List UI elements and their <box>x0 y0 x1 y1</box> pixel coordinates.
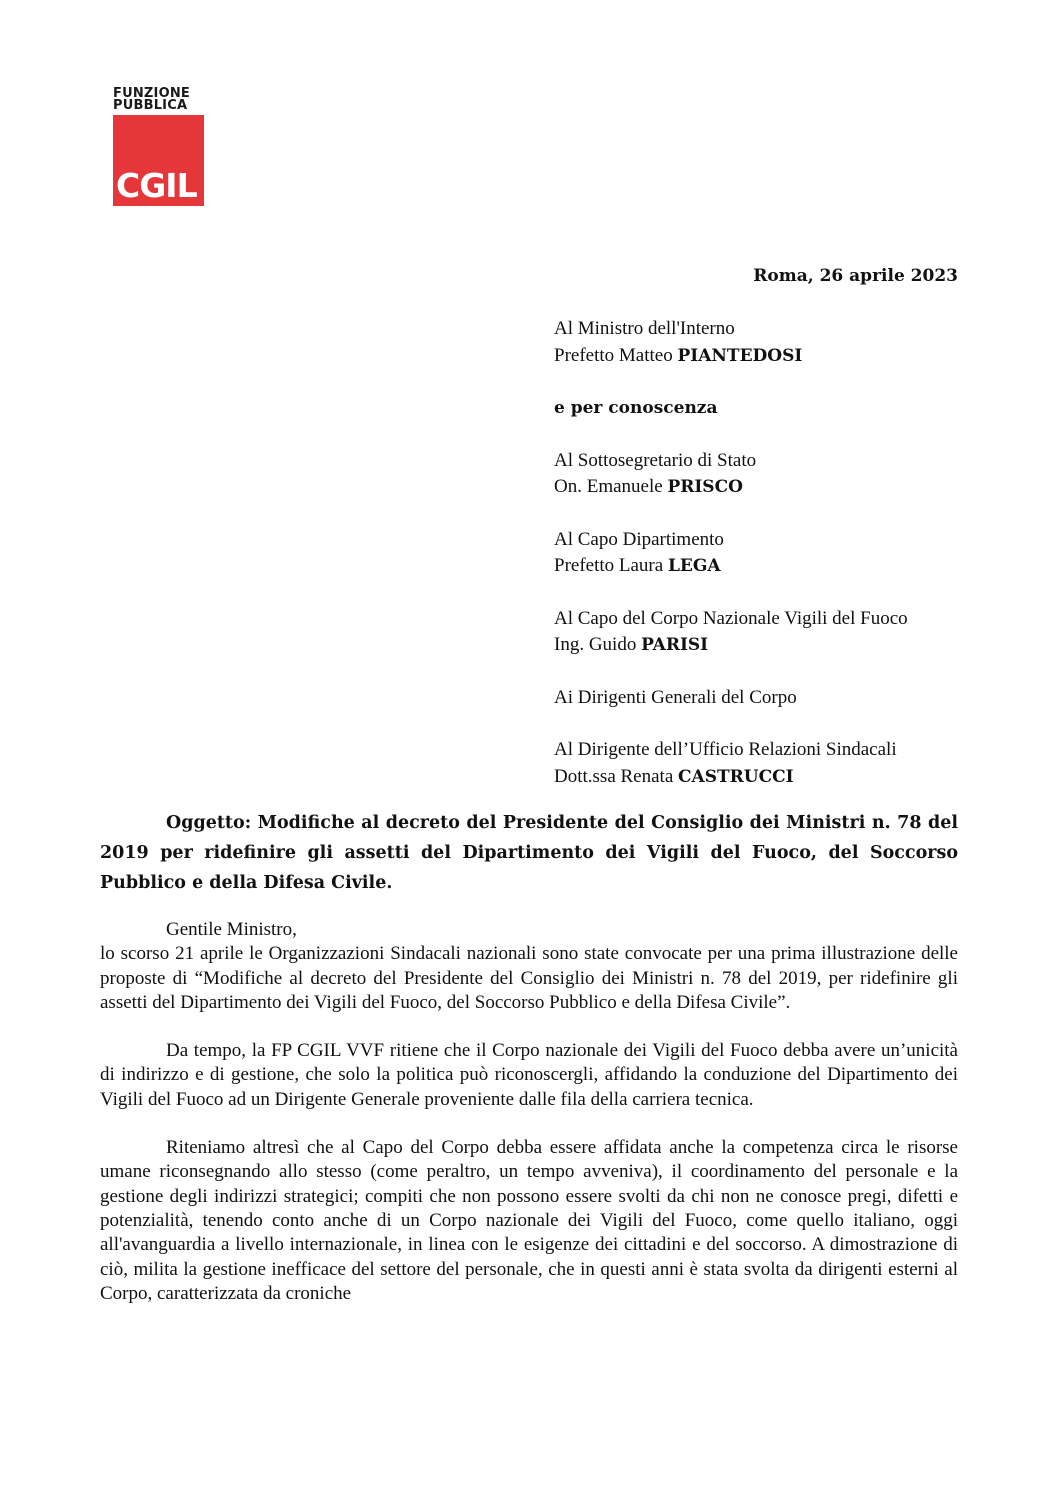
recipient-general-directors: Ai Dirigenti Generali del Corpo <box>554 686 797 708</box>
letter-body <box>100 918 958 1330</box>
recipient-union-relations: Al Dirigente dell’Ufficio Relazioni Sindacali Dott.ssa Renata CASTRUCCI <box>554 739 897 787</box>
logo-mark-text: CGIL <box>116 166 197 205</box>
recipient-undersecretary: Al Sottosegretario di Stato On. Emanuele PRISCO <box>554 449 757 497</box>
recipient-minister: Al Ministro dell'Interno Prefetto Matteo PIANTEDOSI <box>554 318 803 366</box>
body-paragraph: Riteniamo altresì che al Capo del Corpo debba essere affidata anche la competenza circa le risorse umane riconsegnando allo stesso (come peraltro, un tempo avveniva), il coordinamento del personale e la gestione degli indirizzi strategici; compiti che non possono essere svolti da chi non ne conosce pregi, difetti e potenzialità, tenendo conto anche di un Corpo nazionale dei Vigili del Fuoco, come quello italiano, oggi all'avanguardia a livello internazionale, in linea con le esigenze dei cittadini e del soccorso. A dimostrazione di ciò, milita la gestione inefficace del settore del personale, che in questi anni è stata svolta da dirigenti esterni al Corpo, caratterizzata da croniche <box>100 1137 958 1304</box>
logo-wordmark: FUNZIONE PUBBLICA <box>113 86 190 113</box>
logo-red-square <box>113 115 204 206</box>
recipients-block <box>554 316 974 816</box>
recipient-surname: PARISI <box>641 635 709 655</box>
recipient-surname: LEGA <box>667 556 721 576</box>
salutation: Gentile Ministro, <box>166 919 297 940</box>
body-paragraph: lo scorso 21 aprile le Organizzazioni Sindacali nazionali sono state convocate per una prima illustrazione delle proposte di “Modifiche al decreto del Presidente del Consiglio dei Ministri n. 78 del 2019, per ridefinire gli assetti del Dipartimento dei Vigili del Fuoco, del Soccorso Pubblico e della Difesa Civile”. <box>100 943 958 1013</box>
body-paragraph: Da tempo, la FP CGIL VVF ritiene che il Corpo nazionale dei Vigili del Fuoco debba avere un’unicità di indirizzo e di gestione, che solo la politica può riconoscergli, affidando la conduzione del Dipartimento dei Vigili del Fuoco ad un Dirigente Generale proveniente dalle fila della carriera tecnica. <box>100 1040 958 1110</box>
recipient-surname: PIANTEDOSI <box>677 345 803 366</box>
recipient-corps-chief: Al Capo del Corpo Nazionale Vigili del Fuoco Ing. Guido PARISI <box>554 607 908 655</box>
cc-heading: e per conoscenza <box>554 398 718 418</box>
recipient-department-head: Al Capo Dipartimento Prefetto Laura LEGA <box>554 528 724 576</box>
letter-date: Roma, 26 aprile 2023 <box>753 266 958 286</box>
organization-logo <box>113 88 205 206</box>
recipient-surname: CASTRUCCI <box>678 766 794 787</box>
recipient-surname: PRISCO <box>667 477 743 497</box>
letter-subject: Oggetto: Modifiche al decreto del Presidente del Consiglio dei Ministri n. 78 del 2019 per ridefinire gli assetti del Dipartimento dei Vigili del Fuoco, del Soccorso Pubblico e della Difesa Civile. <box>100 813 958 893</box>
